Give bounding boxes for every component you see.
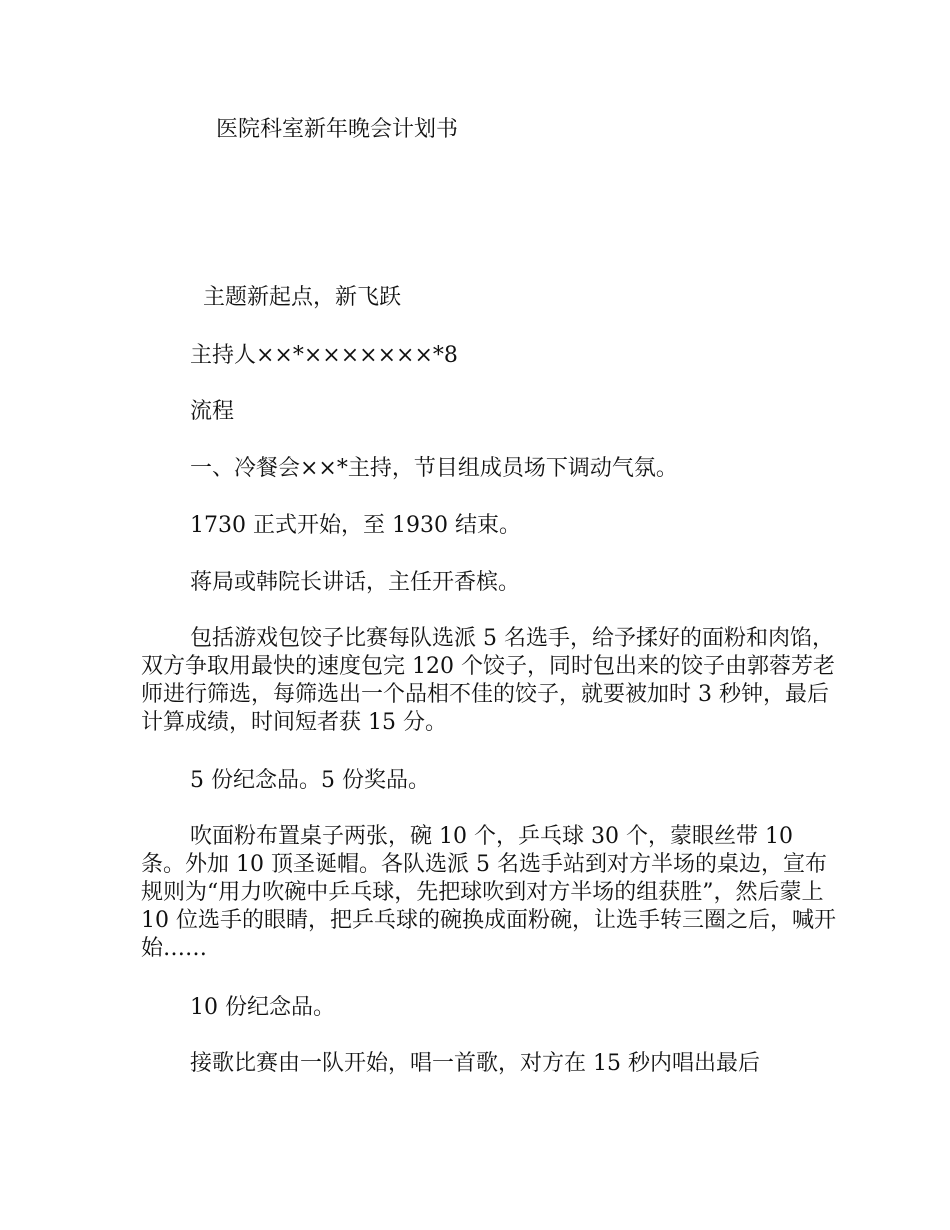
paragraph-prizes-2: 10 份纪念品。 bbox=[190, 995, 335, 1020]
paragraph-flow-heading: 流程 bbox=[190, 399, 235, 424]
paragraph-flour-game: 吹面粉布置桌子两张，碗 10 个，乒乓球 30 个，蒙眼丝带 10 条。外加 10 顶圣诞帽。各队选派 5 名选手站到对方半场的桌边，宣布规则为“用力吹碗中乒乓球，先把球吹到对方半场的组获胜”，然后蒙上 10 位选手的眼睛，把乒乓球的碗换成面粉碗，让选手转三圈之后，喊开始…… bbox=[141, 824, 836, 961]
paragraph-time: 1730 正式开始，至 1930 结束。 bbox=[190, 513, 521, 538]
document-title: 医院科室新年晚会计划书 bbox=[216, 117, 459, 142]
paragraph-theme: 主题新起点，新飞跃 bbox=[203, 285, 402, 310]
paragraph-cold-buffet: 一、冷餐会××*主持，节目组成员场下调动气氛。 bbox=[190, 456, 678, 481]
paragraph-prizes-1: 5 份纪念品。5 份奖品。 bbox=[190, 768, 430, 793]
paragraph-song-game: 接歌比赛由一队开始，唱一首歌，对方在 15 秒内唱出最后 bbox=[190, 1051, 760, 1076]
paragraph-dumpling-game: 包括游戏包饺子比赛每队选派 5 名选手，给予揉好的面粉和肉馅，双方争取用最快的速度包完 120 个饺子，同时包出来的饺子由郭蓉芳老师进行筛选，每筛选出一个品相不佳的饺子，就要被加时 3 秒钟，最后计算成绩，时间短者获 15 分。 bbox=[141, 626, 835, 735]
paragraph-speech: 蒋局或韩院长讲话，主任开香槟。 bbox=[190, 570, 521, 595]
paragraph-host: 主持人××*×××××××*8 bbox=[190, 343, 458, 368]
